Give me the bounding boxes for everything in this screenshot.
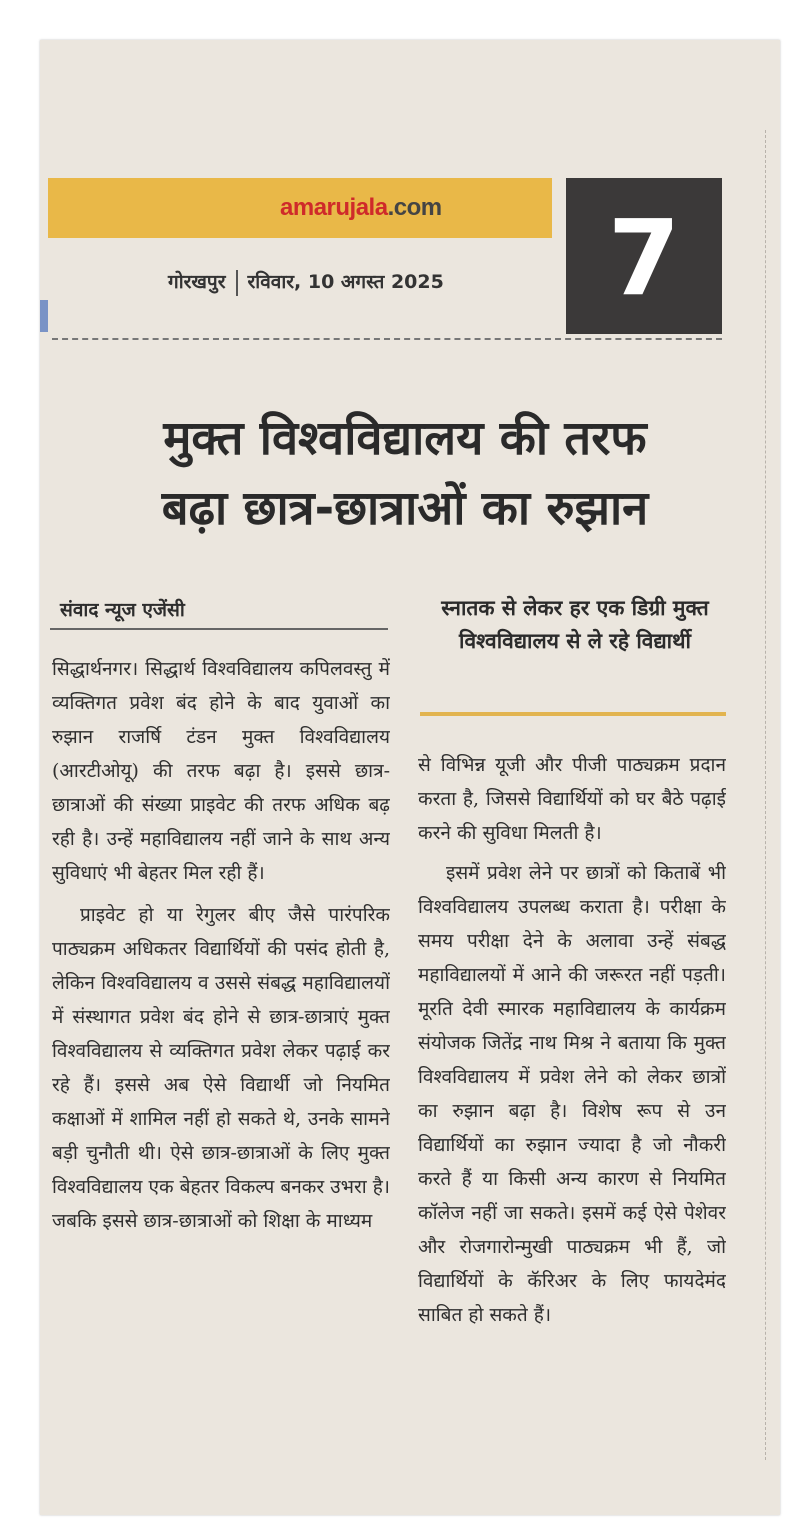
page-number: 7 — [566, 178, 722, 334]
article-headline — [60, 404, 750, 544]
paragraph: से विभिन्न यूजी और पीजी पाठ्यक्रम प्रदान करता है, जिससे विद्यार्थियों को घर बैठे पढ़ाई करने की सुविधा मिलती है। — [418, 754, 726, 844]
highlight-box-title: स्नातक से लेकर हर एक डिग्री मुक्त विश्वविद्यालय से ले रहे विद्यार्थी — [441, 596, 709, 653]
headline-line-2: बढ़ा छात्र-छात्राओं का रुझान — [161, 481, 649, 536]
section-divider — [52, 338, 722, 340]
headline-line-1: मुक्त विश्वविद्यालय की तरफ — [163, 411, 647, 466]
brand-domain: .com — [387, 194, 442, 221]
brand-name: amarujala — [280, 194, 388, 221]
paragraph: प्राइवेट हो या रेगुलर बीए जैसे पारंपरिक पाठ्यक्रम अधिकतर विद्यार्थियों की पसंद होती है, लेकिन विश्वविद्यालय व उससे संबद्ध महाविद्यालयों में संस्थागत प्रवेश बंद होने से छात्र-छात्राएं मुक्त विश्वविद्यालय से व्यक्तिगत प्रवेश लेकर पढ़ाई कर रहे हैं। इससे अब ऐसे विद्यार्थी जो नियमित कक्षाओं में शामिल नहीं हो सकते थे, उनके सामने बड़ी चुनौती थी। ऐसे छात्र-छात्राओं के लिए मुक्त विश्वविद्यालय एक बेहतर विकल्प बनकर उभरा है। जबकि इससे छात्र-छात्राओं को शिक्षा के माध्यम — [52, 904, 390, 1232]
paragraph: इसमें प्रवेश लेने पर छात्रों को किताबें भी विश्वविद्यालय उपलब्ध कराता है। परीक्षा के समय परीक्षा देने के अलावा उन्हें संबद्ध महाविद्यालयों में आने की जरूरत नहीं पड़ती। मूरति देवी स्मारक महाविद्यालय के कार्यक्रम संयोजक जितेंद्र नाथ मिश्र ने बताया कि मुक्त विश्वविद्यालय में प्रवेश लेने को लेकर छात्रों का रुझान बढ़ा है। विशेष रूप से उन विद्यार्थियों का रुझान ज्यादा है जो नौकरी करते हैं या किसी अन्य कारण से नियमित कॉलेज नहीं जा सकते। इसमें कई ऐसे पेशेवर और रोजगारोन्मुखी पाठ्यक्रम भी हैं, जो विद्यार्थियों के कॅरिअर के लिए फायदेमंद साबित हो सकते हैं। — [418, 862, 726, 1326]
dateline-separator — [236, 270, 238, 296]
dateline-city: गोरखपुर — [168, 271, 226, 293]
byline: संवाद न्यूज एजेंसी — [60, 599, 185, 621]
highlight-box-rule — [420, 712, 726, 716]
dateline — [168, 268, 444, 296]
brand-logo — [280, 194, 442, 222]
column-left — [52, 652, 390, 1512]
column-right — [418, 748, 726, 1478]
scan-edge — [765, 130, 780, 1460]
byline-divider — [50, 628, 388, 630]
dateline-date: रविवार, 10 अगस्त 2025 — [247, 271, 444, 293]
paragraph: सिद्धार्थनगर। सिद्धार्थ विश्वविद्यालय कपिलवस्तु में व्यक्तिगत प्रवेश बंद होने के बाद युवाओं का रुझान राजर्षि टंडन मुक्त विश्वविद्यालय (आरटीओयू) की तरफ बढ़ा है। इससे छात्र-छात्राओं की संख्या प्राइवेट की तरफ अधिक बढ़ रही है। उन्हें महाविद्यालय नहीं जाने के साथ अन्य सुविधाएं भी बेहतर मिल रही हैं। — [52, 658, 390, 884]
scan-artifact — [40, 300, 48, 332]
